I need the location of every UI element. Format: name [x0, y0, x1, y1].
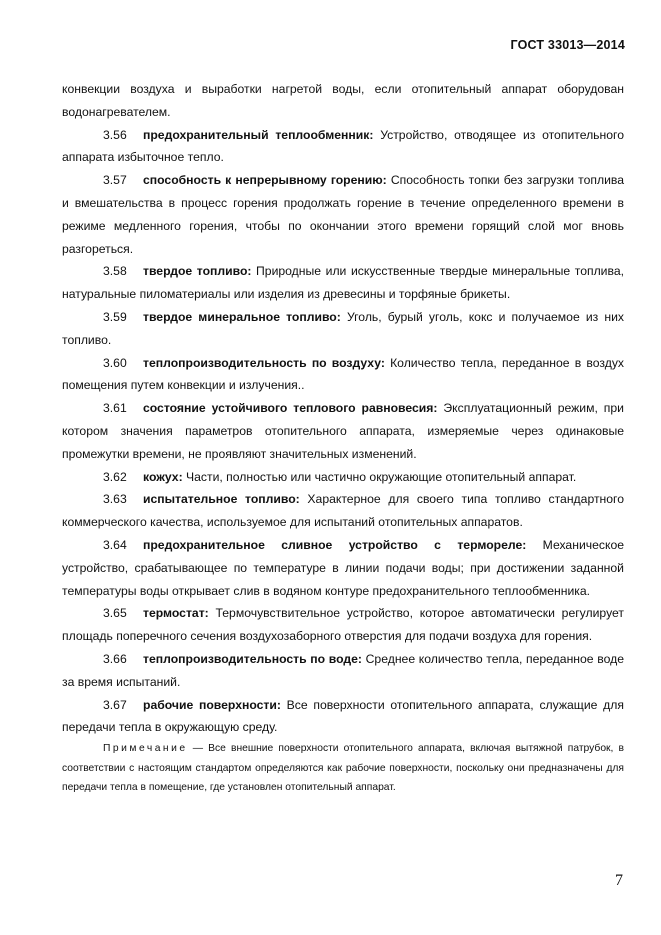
entry-term: испытательное топливо:	[143, 492, 300, 507]
entry-term: термостат:	[143, 606, 209, 621]
entry-term: теплопроизводительность по воде:	[143, 651, 362, 666]
definition-entry	[62, 352, 624, 398]
definition-entry	[62, 648, 624, 694]
entry-number: 3.65	[103, 606, 127, 621]
entry-number: 3.58	[103, 264, 127, 279]
entry-number: 3.64	[103, 537, 127, 552]
entry-term: рабочие поверхности:	[143, 697, 281, 712]
entry-definition: Уголь, бурый уголь, кокс и получаемое из них топливо.	[62, 309, 624, 347]
definition-entry	[62, 466, 624, 489]
entry-definition: Все поверхности отопительного аппарата, служащие для передачи тепла в окружающую среду.	[62, 697, 624, 735]
definition-entry	[62, 534, 624, 602]
entry-definition: Устройство, отводящее из отопительного аппарата избыточное тепло.	[62, 127, 624, 165]
definition-entry	[62, 397, 624, 465]
entry-number: 3.62	[103, 469, 127, 484]
entry-term: твердое минеральное топливо:	[143, 309, 341, 324]
document-body	[62, 78, 624, 798]
note-label: Примечание	[103, 743, 188, 755]
entry-term: теплопроизводительность по воздуху:	[143, 355, 385, 370]
entry-number: 3.56	[103, 127, 127, 142]
note-text: — Все внешние поверхности отопительного аппарата, включая вытяжной патрубок, в соответствии с настоящим стандартом определяются как рабочие поверхности, поскольку они предназначены для передачи тепла в помещение, где установлен отопительный аппарат.	[62, 743, 624, 794]
page-number: 7	[615, 872, 623, 889]
entry-definition: Эксплуатационный режим, при котором значения параметров отопительного аппарата, измеряемые через одинаковые промежутки времени, не проявляют значительных изменений.	[62, 401, 624, 461]
definition-entry	[62, 169, 624, 260]
entry-term: способность к непрерывному горению:	[143, 173, 387, 188]
entry-term: кожух:	[143, 469, 183, 484]
entry-number: 3.67	[103, 697, 127, 712]
definitions-list	[62, 124, 624, 740]
entry-definition: Способность топки без загрузки топлива и вмешательства в процесс горения продолжать горение в течение определенного времени в режиме медленного горения, чтобы по окончании этого времени горящий слой мог вновь разгореться.	[62, 173, 624, 256]
note	[62, 739, 624, 798]
entry-term: состояние устойчивого теплового равновесия:	[143, 401, 438, 416]
entry-definition: Части, полностью или частично окружающие отопительный аппарат.	[182, 469, 577, 484]
entry-number: 3.59	[103, 309, 127, 324]
entry-definition: Природные или искусственные твердые минеральные топлива, натуральные пиломатериалы или изделия из древесины и торфяные брикеты.	[62, 264, 624, 302]
entry-definition: Механическое устройство, срабатывающее по температуре в линии подачи воды; при достижении заданной температуры воды открывает слив в водяном контуре предохранительного теплообменника.	[62, 537, 624, 598]
entry-number: 3.57	[103, 173, 127, 188]
definition-entry	[62, 694, 624, 740]
entry-number: 3.61	[103, 401, 127, 416]
definition-entry	[62, 602, 624, 648]
entry-definition: Термочувствительное устройство, которое автоматически регулирует площадь поперечного сечения воздухозаборного отверстия для подачи воздуха для горения.	[62, 606, 624, 644]
continuation-paragraph: конвекции воздуха и выработки нагретой воды, если отопительный аппарат оборудован водонагревателем.	[62, 82, 624, 119]
entry-number: 3.66	[103, 651, 127, 666]
entry-definition: Количество тепла, переданное в воздух помещения путем конвекции и излучения..	[62, 355, 625, 393]
entry-definition: Характерное для своего типа топливо стандартного коммерческого качества, используемое для испытаний отопительных аппаратов.	[62, 492, 625, 530]
entry-term: твердое топливо:	[143, 264, 252, 279]
definition-entry	[62, 306, 624, 352]
definition-entry	[62, 124, 624, 170]
entry-number: 3.63	[103, 492, 127, 507]
definition-entry	[62, 488, 624, 534]
definition-entry	[62, 260, 624, 306]
entry-term: предохранительное сливное устройство с термореле:	[143, 537, 527, 552]
entry-definition: Среднее количество тепла, переданное воде за время испытаний.	[62, 651, 624, 689]
document-id: ГОСТ 33013—2014	[510, 38, 625, 52]
entry-term: предохранительный теплообменник:	[143, 127, 374, 142]
entry-number: 3.60	[103, 355, 127, 370]
